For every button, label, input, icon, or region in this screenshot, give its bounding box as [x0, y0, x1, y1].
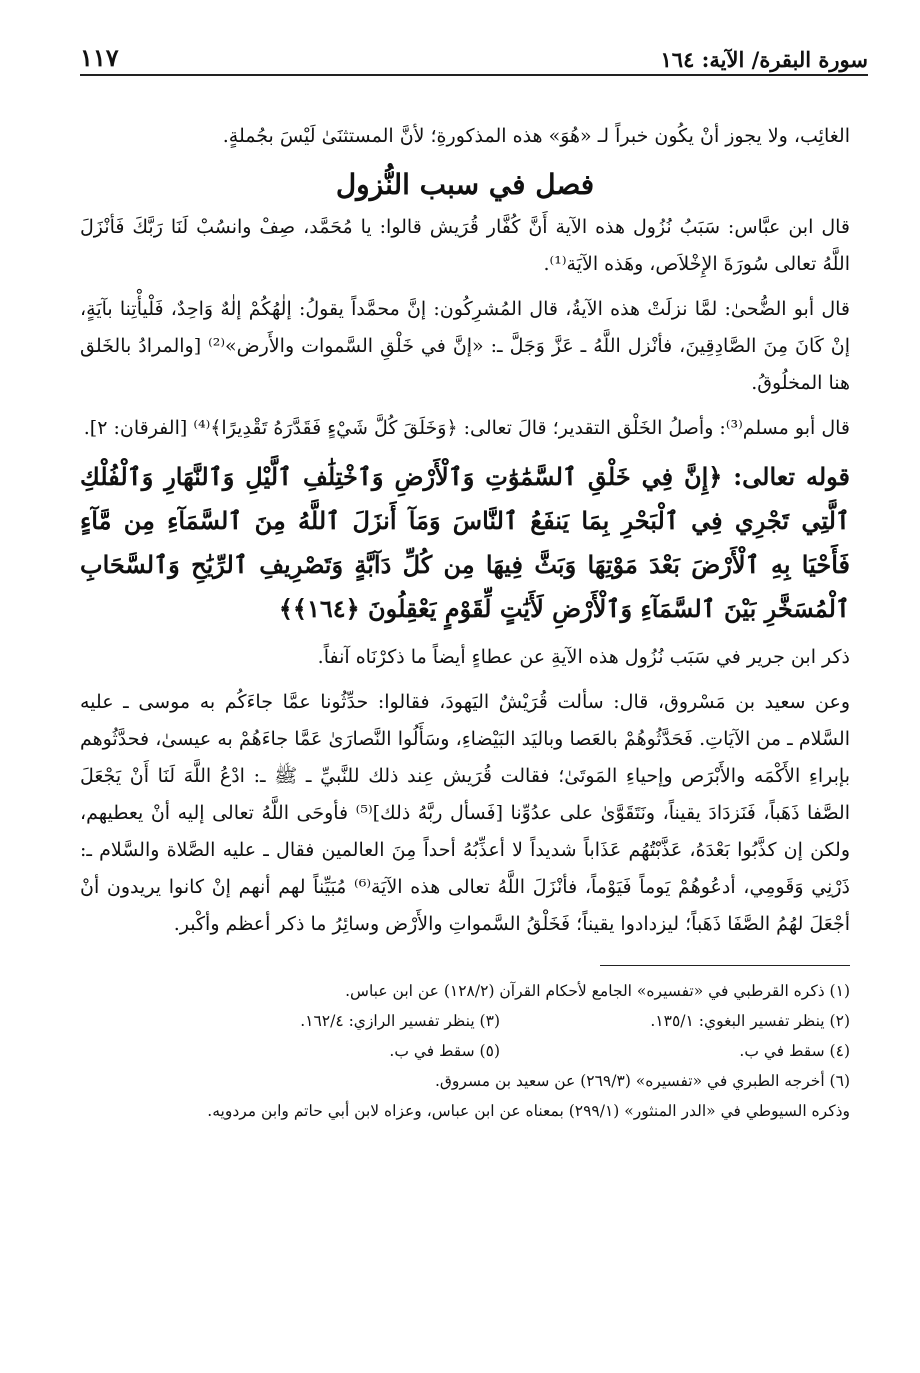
main-text [80, 118, 850, 1126]
paragraph-2: قال ابن عبَّاس: سَبَبُ نُزُول هذه الآية أَنَّ كُفَّار قُرَيش قالوا: يا مُحَمَّد، صِفْ وانسُبْ لَنَا رَبَّكَ فَأنْزَلَ اللَّهُ تعالى سُورَةَ الإِخْلاَص، وهَذه الآيَة⁽¹⁾. [80, 216, 850, 275]
quran-verse: قوله تعالى: ﴿إِنَّ فِي خَلْقِ ٱلسَّمَٰوَٰتِ وَٱلْأَرْضِ وَٱخْتِلَٰفِ ٱلَّيْلِ وَٱلنَّهَارِ وَٱلْفُلْكِ ٱلَّتِي تَجْرِي فِي ٱلْبَحْرِ بِمَا يَنفَعُ ٱلنَّاسَ وَمَآ أَنزَلَ ٱللَّهُ مِنَ ٱلسَّمَآءِ مِن مَّآءٍ فَأَحْيَا بِهِ ٱلْأَرْضَ بَعْدَ مَوْتِهَا وَبَثَّ فِيهَا مِن كُلِّ دَآبَّةٍ وَتَصْرِيفِ ٱلرِّيَٰحِ وَٱلسَّحَابِ ٱلْمُسَخَّرِ بَيْنَ ٱلسَّمَآءِ وَٱلْأَرْضِ لَأَيَٰتٍ لِّقَوْمٍ يَعْقِلُونَ ﴿١٦٤﴾﴾ [80, 462, 850, 623]
footnote-1: (١) ذكره القرطبي في «تفسيره» الجامع لأحكام القرآن (١٢٨/٢) عن ابن عباس. [345, 982, 850, 1000]
footnote-5: (٥) سقط في ب. [389, 1042, 500, 1060]
footnote-row [80, 1006, 850, 1036]
paragraph-4: قال أبو مسلم⁽³⁾: وأصلُ الخَلْق التقدير؛ قالَ تعالى: ﴿وَخَلَقَ كُلَّ شَيْءٍ فَقَدَّرَهُ تَقْدِيرًا﴾⁽⁴⁾ [الفرقان: ٢]. [83, 417, 850, 439]
paragraph-6: وعن سعيد بن مَسْروق، قال: سألت قُرَيْشٌ اليَهودَ، فقالوا: حدِّثُونا عمَّا جاءَكُم به موسى ـ عليه السَّلام ـ من الآيَاتِ. فَحَدَّثُوهُمْ بالعَصا وباليَد البَيْضاءِ، وسَأَلُوا النَّصارَىٰ عَمَّا جاءَهُمْ به عيسىٰ، فحدَّثُوهم بإبراءِ الأَكْمَه والأَبْرَص وإحياءِ المَوتَىٰ؛ فقالت قُرَيش عِند ذلك للنَّبيِّ ـ ﷺ ـ: ادْعُ اللَّهَ لَنَا أَنْ يَجْعَلَ الصَّفا ذَهَباً، فَنَزدَادَ يقيناً، ونَتَقَوَّىٰ على عدُوِّنا [فَسأل ربَّهُ ذلك]⁽⁵⁾ فأوحَى اللَّهُ تعالى إليه أنْ يعطيهم، ولكن إن كذَّبُوا بَعْدَهُ، عَذَّبْتُهُم عَذَاباً شديداً لا أعذِّبُهُ أحداً مِنَ العالمين فقال ـ عليه الصَّلاة والسَّلام ـ: ذَرْنِي وَقَومِي، أدعُوهُمْ يَوماً فَيَوْماً، فأنْزَلَ اللَّهُ تعالى هذه الآيَة⁽⁶⁾ مُبَيِّناً لهم أنهم إنْ كانوا يريدون أنْ أجْعَلَ لهُمُ الصَّفَا ذَهَباً؛ ليزدادوا يقيناً؛ فَخَلْقُ السَّمواتِ والأَرْض وسائِرُ ما ذكر أعظم وأكْبر. [80, 691, 850, 935]
page-header [80, 40, 868, 76]
footnote-divider [600, 965, 850, 966]
page-number: ١١٧ [80, 43, 119, 72]
running-title: سورة البقرة/ الآية: ١٦٤ [660, 47, 868, 72]
paragraph-3: قال أبو الضُّحىٰ: لمَّا نزلَتْ هذه الآيةُ، قال المُشرِكُون: إنَّ محمَّداً يقولُ: إلٰهُكُمْ إلٰهٌ وَاحِدٌ، فَلْيأْتِنا بآيَةٍ، إنْ كَانَ مِنَ الصَّادِقِينَ، فأنْزل اللَّهُ ـ عَزَّ وَجَلَّ ـ: «إنَّ في خَلْقِ السَّموات والأَرض»⁽²⁾ [والمرادُ بالخَلق هنا المخلُوقُ. [80, 298, 850, 394]
footnotes [80, 976, 850, 1126]
footnote-2: (٢) ينظر تفسير البغوي: ١٣٥/١. [650, 1012, 850, 1030]
footnote-6: (٦) أخرجه الطبري في «تفسيره» (٢٦٩/٣) عن سعيد بن مسروق. [434, 1072, 850, 1090]
footnote-4: (٤) سقط في ب. [739, 1042, 850, 1060]
paragraph-5: ذكر ابن جرير في سَبَب نُزُول هذه الآيةِ عن عطاءٍ أيضاً ما ذكرْنَاه آنفاً. [317, 646, 850, 668]
footnote-row [80, 1036, 850, 1066]
section-heading: فصل في سبب النُّزول [335, 168, 595, 201]
footnote-6-continued: وذكره السيوطي في «الدر المنثور» (٢٩٩/١) بمعناه عن ابن عباس، وعزاه لابن أبي حاتم وابن مردويه. [207, 1102, 850, 1120]
footnote-3: (٣) ينظر تفسير الرازي: ١٦٢/٤. [300, 1012, 500, 1030]
paragraph-1: الغائِب، ولا يجوز أنْ يكُون خبراً لـ «هُوَ» هذه المذكورةِ؛ لأنَّ المستثنَىٰ لَيْسَ بجُملةٍ. [222, 125, 850, 147]
